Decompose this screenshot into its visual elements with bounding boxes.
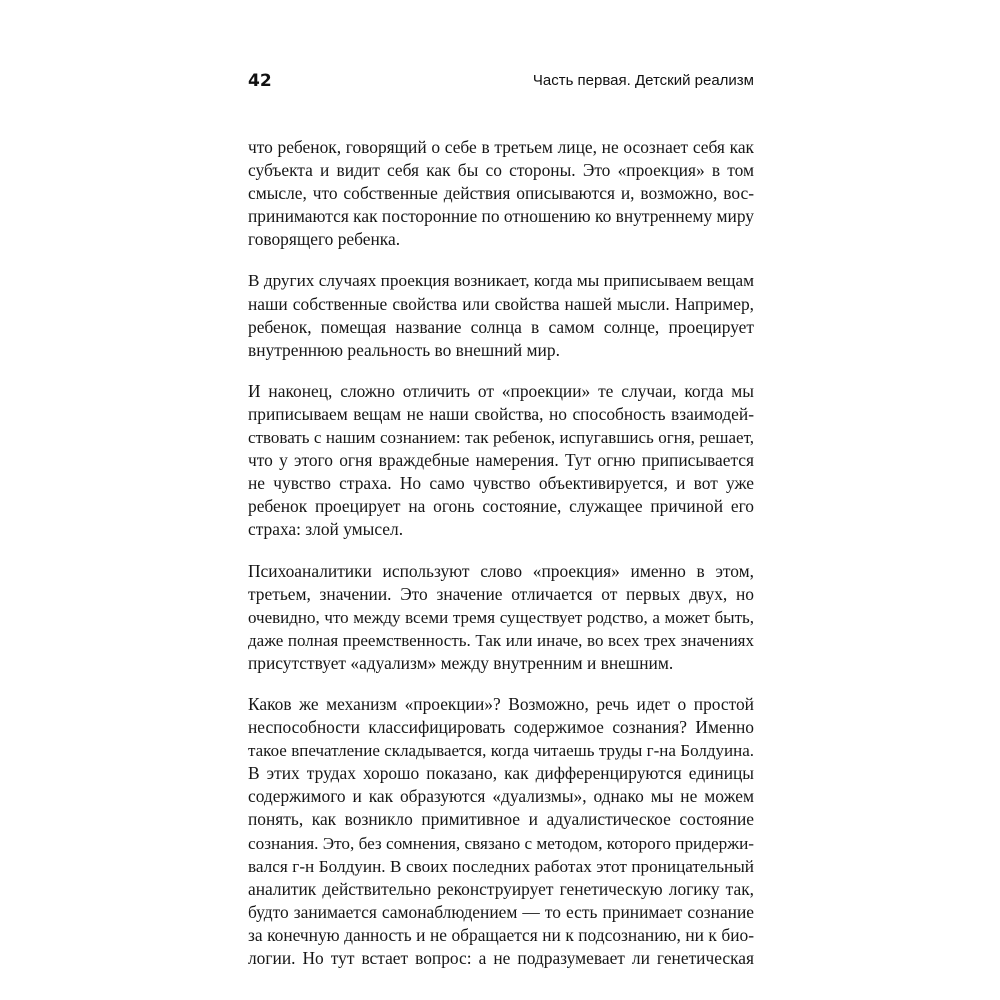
text-line: В других случаях проекция возникает, когда мы приписываем вещам (248, 271, 754, 291)
text-line: принимаются как посторонние по отношению ко внутреннему миру (248, 206, 754, 227)
text-line: логии. Но тут встает вопрос: а не подразумевает ли генетическая (248, 948, 754, 968)
text-line: что ребенок, говорящий о себе в третьем лице, не осознает себя как (248, 137, 754, 157)
text-line: неспособности классифицировать содержимое сознания? Именно (248, 717, 754, 738)
text-line: страха: злой умысел. (248, 519, 404, 540)
page-number: 42 (248, 71, 272, 91)
text-line: третьем, значении. Это значение отличается от первых двух, но (248, 583, 754, 604)
text-line: не чувство страха. Но само чувство объективируется, и вот уже (248, 473, 754, 494)
text-line: наши собственные свойства или свойства нашей мысли. Например, (248, 293, 754, 314)
text-line: смысле, что собственные действия описываются и, возможно, вос- (248, 183, 754, 204)
text-line: сознания. Это, без сомнения, связано с методом, которого придержи- (248, 833, 754, 853)
text-line: субъекта и видит себя как бы со стороны. Это «проекция» в том (248, 160, 754, 181)
text-line: Психоаналитики используют слово «проекция» именно в этом, (248, 560, 754, 581)
text-line: содержимого и как образуются «дуализмы», однако мы не можем (248, 786, 754, 807)
text-line: говорящего ребенка. (248, 229, 401, 250)
text-line: приписываем вещам не наши свойства, но способность взаимодей- (248, 403, 754, 424)
text-line: что у этого огня враждебные намерения. Тут огню приписывается (248, 450, 754, 471)
text-line: И наконец, сложно отличить от «проекции» те случаи, когда мы (248, 380, 754, 401)
text-line: понять, как возникло примитивное и адуалистическое состояние (248, 809, 754, 830)
paragraph-4 (248, 560, 754, 675)
text-line: ствовать с нашим сознанием: так ребенок, испугавшись огня, решает, (248, 428, 754, 448)
text-line: аналитик действительно реконструирует генетическую логику так, (248, 878, 754, 899)
text-line: вался г-н Болдуин. В своих последних работах этот проницательный (248, 856, 754, 876)
text-line: ребенок, помещая название солнца в самом солнце, проецирует (248, 316, 754, 337)
text-line: В этих трудах хорошо показано, как дифференцируются единицы (248, 763, 754, 784)
text-line: за конечную данность и не обращается ни к подсознанию, ни к био- (248, 924, 754, 945)
paragraph-3 (248, 380, 754, 542)
text-line: внутреннюю реальность во внешний мир. (248, 339, 560, 360)
text-line: очевидно, что между всеми тремя существует родство, а может быть, (248, 607, 754, 627)
paragraph-5 (248, 693, 754, 970)
text-line: присутствует «адуализм» между внутренним и внешним. (248, 652, 674, 673)
text-line: даже полная преемственность. Так или иначе, во всех трех значениях (248, 630, 754, 650)
running-head (248, 66, 754, 96)
chapter-title: Часть первая. Детский реализм (532, 72, 754, 89)
text-line: Каков же механизм «проекции»? Возможно, речь идет о простой (248, 693, 754, 714)
body-text (248, 136, 754, 988)
text-line: такое впечатление складывается, когда читаешь труды г-на Болдуина. (248, 741, 754, 761)
text-line: ребенок проецирует на огонь состояние, служащее причиной его (248, 496, 754, 517)
paragraph-2 (248, 269, 754, 361)
paragraph-1 (248, 136, 754, 251)
text-line: будто занимается самонаблюдением — то есть принимает сознание (248, 901, 754, 922)
